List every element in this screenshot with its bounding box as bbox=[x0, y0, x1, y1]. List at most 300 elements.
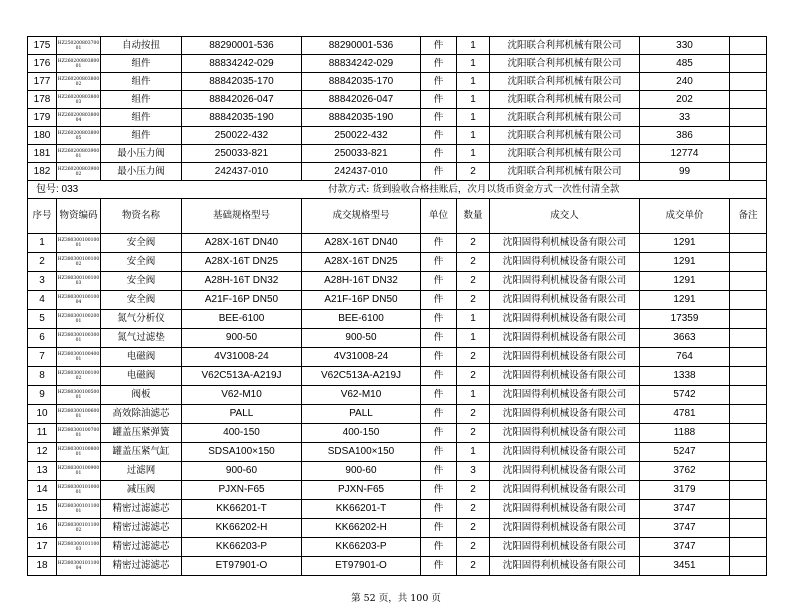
table-row bbox=[28, 481, 767, 500]
cell-note bbox=[730, 272, 767, 291]
cell-deal: A28X-16T DN25 bbox=[302, 253, 421, 272]
cell-name: 精密过滤滤芯 bbox=[101, 500, 182, 519]
cell-code: HZ38030010010001 bbox=[57, 234, 101, 253]
table-row bbox=[28, 557, 767, 576]
cell-qty: 2 bbox=[457, 272, 490, 291]
cell-base: BEE-6100 bbox=[182, 310, 302, 329]
cell-name: 组件 bbox=[101, 73, 182, 91]
procurement-sheet bbox=[27, 36, 766, 576]
cell-price: 1291 bbox=[640, 291, 730, 310]
cell-vendor: 沈阳固得利机械设备有限公司 bbox=[490, 405, 640, 424]
cell-seq: 13 bbox=[28, 462, 57, 481]
cell-deal: SDSA100×150 bbox=[302, 443, 421, 462]
cell-name: 安全阀 bbox=[101, 272, 182, 291]
cell-base: PALL bbox=[182, 405, 302, 424]
cell-price: 3663 bbox=[640, 329, 730, 348]
cell-deal: KK66201-T bbox=[302, 500, 421, 519]
cell-vendor: 沈阳联合利邦机械有限公司 bbox=[490, 37, 640, 55]
cell-seq: 1 bbox=[28, 234, 57, 253]
cell-name: 高效除油滤芯 bbox=[101, 405, 182, 424]
table-row bbox=[28, 348, 767, 367]
cell-vendor: 沈阳固得利机械设备有限公司 bbox=[490, 481, 640, 500]
cell-base: ET97901-O bbox=[182, 557, 302, 576]
cell-code: HZ38030010090001 bbox=[57, 462, 101, 481]
cell-qty: 1 bbox=[457, 386, 490, 405]
cell-base: 88842035-170 bbox=[182, 73, 302, 91]
cell-unit: 件 bbox=[421, 234, 457, 253]
cell-base: 4V31008-24 bbox=[182, 348, 302, 367]
cell-price: 3747 bbox=[640, 538, 730, 557]
cell-qty: 2 bbox=[457, 253, 490, 272]
cell-vendor: 沈阳联合利邦机械有限公司 bbox=[490, 73, 640, 91]
cell-name: 氮气过滤垫 bbox=[101, 329, 182, 348]
cell-note bbox=[730, 310, 767, 329]
header-qty: 数量 bbox=[457, 199, 490, 234]
cell-base: 88842035-190 bbox=[182, 109, 302, 127]
cell-deal: A21F-16P DN50 bbox=[302, 291, 421, 310]
cell-unit: 件 bbox=[421, 163, 457, 181]
cell-unit: 件 bbox=[421, 386, 457, 405]
cell-vendor: 沈阳固得利机械设备有限公司 bbox=[490, 424, 640, 443]
cell-price: 330 bbox=[640, 37, 730, 55]
cell-name: 减压阀 bbox=[101, 481, 182, 500]
cell-code: HZ38030010100001 bbox=[57, 481, 101, 500]
cell-seq: 18 bbox=[28, 557, 57, 576]
table-row bbox=[28, 253, 767, 272]
cell-qty: 2 bbox=[457, 424, 490, 443]
cell-qty: 2 bbox=[457, 519, 490, 538]
table-row bbox=[28, 462, 767, 481]
cell-name: 组件 bbox=[101, 91, 182, 109]
cell-code: HZ38030010010002 bbox=[57, 253, 101, 272]
cell-unit: 件 bbox=[421, 462, 457, 481]
cell-deal: KK66202-H bbox=[302, 519, 421, 538]
cell-price: 764 bbox=[640, 348, 730, 367]
table-row bbox=[28, 310, 767, 329]
cell-base: A28X-16T DN25 bbox=[182, 253, 302, 272]
cell-code: HZ38030010110001 bbox=[57, 500, 101, 519]
cell-unit: 件 bbox=[421, 37, 457, 55]
header-deal-spec: 成交规格型号 bbox=[302, 199, 421, 234]
cell-code: HZ38030010060001 bbox=[57, 405, 101, 424]
cell-note bbox=[730, 386, 767, 405]
cell-deal: PALL bbox=[302, 405, 421, 424]
table-row bbox=[28, 145, 767, 163]
cell-name: 最小压力阀 bbox=[101, 163, 182, 181]
cell-unit: 件 bbox=[421, 55, 457, 73]
cell-qty: 1 bbox=[457, 109, 490, 127]
table-row bbox=[28, 538, 767, 557]
table-row bbox=[28, 329, 767, 348]
cell-name: 组件 bbox=[101, 109, 182, 127]
cell-seq: 181 bbox=[28, 145, 57, 163]
cell-price: 1291 bbox=[640, 253, 730, 272]
cell-name: 精密过滤滤芯 bbox=[101, 519, 182, 538]
cell-name: 电磁阀 bbox=[101, 348, 182, 367]
cell-price: 12774 bbox=[640, 145, 730, 163]
cell-base: 88834242-029 bbox=[182, 55, 302, 73]
cell-unit: 件 bbox=[421, 405, 457, 424]
header-vendor: 成交人 bbox=[490, 199, 640, 234]
cell-seq: 2 bbox=[28, 253, 57, 272]
cell-code: HZ38030010030001 bbox=[57, 329, 101, 348]
cell-unit: 件 bbox=[421, 481, 457, 500]
cell-name: 安全阀 bbox=[101, 253, 182, 272]
cell-code: HZ38030010110002 bbox=[57, 519, 101, 538]
cell-qty: 1 bbox=[457, 145, 490, 163]
cell-base: KK66202-H bbox=[182, 519, 302, 538]
cell-code: HZ38030010020001 bbox=[57, 310, 101, 329]
cell-code: HZ26020080380002 bbox=[57, 73, 101, 91]
cell-vendor: 沈阳固得利机械设备有限公司 bbox=[490, 272, 640, 291]
cell-seq: 5 bbox=[28, 310, 57, 329]
cell-deal: 900-50 bbox=[302, 329, 421, 348]
cell-base: A28H-16T DN32 bbox=[182, 272, 302, 291]
cell-unit: 件 bbox=[421, 367, 457, 386]
cell-code: HZ38030010110003 bbox=[57, 538, 101, 557]
cell-seq: 3 bbox=[28, 272, 57, 291]
header-seq: 序号 bbox=[28, 199, 57, 234]
cell-deal: 400-150 bbox=[302, 424, 421, 443]
cell-deal: BEE-6100 bbox=[302, 310, 421, 329]
cell-base: A21F-16P DN50 bbox=[182, 291, 302, 310]
cell-unit: 件 bbox=[421, 538, 457, 557]
cell-code: HZ26020080390001 bbox=[57, 145, 101, 163]
cell-note bbox=[730, 462, 767, 481]
cell-qty: 2 bbox=[457, 500, 490, 519]
cell-price: 3747 bbox=[640, 500, 730, 519]
cell-deal: ET97901-O bbox=[302, 557, 421, 576]
cell-qty: 2 bbox=[457, 557, 490, 576]
cell-vendor: 沈阳联合利邦机械有限公司 bbox=[490, 127, 640, 145]
header-note: 备注 bbox=[730, 199, 767, 234]
cell-price: 99 bbox=[640, 163, 730, 181]
cell-unit: 件 bbox=[421, 443, 457, 462]
cell-base: KK66201-T bbox=[182, 500, 302, 519]
cell-name: 罐盖压紧气缸 bbox=[101, 443, 182, 462]
cell-price: 17359 bbox=[640, 310, 730, 329]
cell-vendor: 沈阳联合利邦机械有限公司 bbox=[490, 91, 640, 109]
cell-name: 自动按扭 bbox=[101, 37, 182, 55]
table-row bbox=[28, 127, 767, 145]
cell-name: 精密过滤滤芯 bbox=[101, 557, 182, 576]
cell-deal: A28X-16T DN40 bbox=[302, 234, 421, 253]
cell-name: 电磁阀 bbox=[101, 367, 182, 386]
cell-deal: A28H-16T DN32 bbox=[302, 272, 421, 291]
cell-vendor: 沈阳固得利机械设备有限公司 bbox=[490, 557, 640, 576]
cell-note bbox=[730, 253, 767, 272]
table-row bbox=[28, 37, 767, 55]
cell-note bbox=[730, 163, 767, 181]
cell-unit: 件 bbox=[421, 424, 457, 443]
cell-qty: 1 bbox=[457, 91, 490, 109]
cell-vendor: 沈阳联合利邦机械有限公司 bbox=[490, 163, 640, 181]
cell-vendor: 沈阳固得利机械设备有限公司 bbox=[490, 538, 640, 557]
cell-seq: 182 bbox=[28, 163, 57, 181]
cell-note bbox=[730, 424, 767, 443]
cell-base: A28X-16T DN40 bbox=[182, 234, 302, 253]
header-unit: 单位 bbox=[421, 199, 457, 234]
cell-seq: 178 bbox=[28, 91, 57, 109]
cell-deal: 4V31008-24 bbox=[302, 348, 421, 367]
cell-code: HZ38030010080001 bbox=[57, 443, 101, 462]
cell-name: 安全阀 bbox=[101, 291, 182, 310]
cell-vendor: 沈阳固得利机械设备有限公司 bbox=[490, 367, 640, 386]
cell-vendor: 沈阳固得利机械设备有限公司 bbox=[490, 348, 640, 367]
cell-base: 900-60 bbox=[182, 462, 302, 481]
cell-price: 4781 bbox=[640, 405, 730, 424]
cell-price: 3179 bbox=[640, 481, 730, 500]
cell-note bbox=[730, 481, 767, 500]
cell-note bbox=[730, 538, 767, 557]
cell-vendor: 沈阳联合利邦机械有限公司 bbox=[490, 55, 640, 73]
cell-unit: 件 bbox=[421, 109, 457, 127]
cell-base: 250033-821 bbox=[182, 145, 302, 163]
cell-vendor: 沈阳固得利机械设备有限公司 bbox=[490, 462, 640, 481]
cell-unit: 件 bbox=[421, 310, 457, 329]
cell-note bbox=[730, 55, 767, 73]
cell-seq: 12 bbox=[28, 443, 57, 462]
cell-seq: 15 bbox=[28, 500, 57, 519]
cell-note bbox=[730, 145, 767, 163]
cell-deal: V62-M10 bbox=[302, 386, 421, 405]
cell-price: 240 bbox=[640, 73, 730, 91]
cell-qty: 1 bbox=[457, 329, 490, 348]
cell-base: V62C513A-A219J bbox=[182, 367, 302, 386]
cell-note bbox=[730, 443, 767, 462]
cell-code: HZ26020080380005 bbox=[57, 127, 101, 145]
table-row bbox=[28, 405, 767, 424]
table-row bbox=[28, 272, 767, 291]
page-footer: 第 52 页，共 100 页 bbox=[351, 593, 441, 604]
cell-vendor: 沈阳固得利机械设备有限公司 bbox=[490, 443, 640, 462]
cell-base: V62-M10 bbox=[182, 386, 302, 405]
cell-note bbox=[730, 234, 767, 253]
cell-seq: 175 bbox=[28, 37, 57, 55]
cell-qty: 2 bbox=[457, 234, 490, 253]
package-row bbox=[28, 181, 767, 199]
cell-code: HZ38030010050001 bbox=[57, 386, 101, 405]
cell-code: HZ38030010110004 bbox=[57, 557, 101, 576]
cell-price: 386 bbox=[640, 127, 730, 145]
cell-base: 900-50 bbox=[182, 329, 302, 348]
cell-vendor: 沈阳固得利机械设备有限公司 bbox=[490, 329, 640, 348]
cell-vendor: 沈阳联合利邦机械有限公司 bbox=[490, 145, 640, 163]
table-row bbox=[28, 500, 767, 519]
cell-price: 33 bbox=[640, 109, 730, 127]
cell-qty: 1 bbox=[457, 37, 490, 55]
cell-qty: 1 bbox=[457, 443, 490, 462]
cell-seq: 8 bbox=[28, 367, 57, 386]
cell-name: 精密过滤滤芯 bbox=[101, 538, 182, 557]
cell-note bbox=[730, 37, 767, 55]
cell-seq: 176 bbox=[28, 55, 57, 73]
cell-vendor: 沈阳固得利机械设备有限公司 bbox=[490, 519, 640, 538]
cell-vendor: 沈阳联合利邦机械有限公司 bbox=[490, 109, 640, 127]
cell-vendor: 沈阳固得利机械设备有限公司 bbox=[490, 386, 640, 405]
cell-seq: 6 bbox=[28, 329, 57, 348]
cell-deal: 88290001-536 bbox=[302, 37, 421, 55]
cell-seq: 16 bbox=[28, 519, 57, 538]
cell-unit: 件 bbox=[421, 519, 457, 538]
cell-code: HZ38030010040001 bbox=[57, 348, 101, 367]
cell-name: 最小压力阀 bbox=[101, 145, 182, 163]
cell-deal: 900-60 bbox=[302, 462, 421, 481]
cell-seq: 17 bbox=[28, 538, 57, 557]
header-base-spec: 基础规格型号 bbox=[182, 199, 302, 234]
cell-code: HZ38030010010003 bbox=[57, 272, 101, 291]
cell-base: SDSA100×150 bbox=[182, 443, 302, 462]
cell-price: 1338 bbox=[640, 367, 730, 386]
header-price: 成交单价 bbox=[640, 199, 730, 234]
table-row bbox=[28, 386, 767, 405]
cell-price: 3762 bbox=[640, 462, 730, 481]
cell-note bbox=[730, 348, 767, 367]
table-row bbox=[28, 91, 767, 109]
cell-unit: 件 bbox=[421, 557, 457, 576]
cell-unit: 件 bbox=[421, 272, 457, 291]
cell-deal: 250033-821 bbox=[302, 145, 421, 163]
cell-name: 组件 bbox=[101, 55, 182, 73]
cell-seq: 7 bbox=[28, 348, 57, 367]
cell-base: 250022-432 bbox=[182, 127, 302, 145]
table-row bbox=[28, 55, 767, 73]
cell-deal: KK66203-P bbox=[302, 538, 421, 557]
table-row bbox=[28, 163, 767, 181]
cell-note bbox=[730, 91, 767, 109]
cell-unit: 件 bbox=[421, 253, 457, 272]
cell-code: HZ38030010010004 bbox=[57, 291, 101, 310]
table-row bbox=[28, 519, 767, 538]
cell-qty: 2 bbox=[457, 538, 490, 557]
cell-vendor: 沈阳固得利机械设备有限公司 bbox=[490, 291, 640, 310]
cell-deal: 250022-432 bbox=[302, 127, 421, 145]
cell-unit: 件 bbox=[421, 145, 457, 163]
table-row bbox=[28, 234, 767, 253]
header-code: 物资编码 bbox=[57, 199, 101, 234]
cell-qty: 2 bbox=[457, 405, 490, 424]
package-number: 包号: 033 bbox=[28, 181, 182, 199]
cell-base: 88842026-047 bbox=[182, 91, 302, 109]
cell-code: HZ26020080380001 bbox=[57, 55, 101, 73]
cell-code: HZ26020080390002 bbox=[57, 163, 101, 181]
cell-unit: 件 bbox=[421, 348, 457, 367]
cell-seq: 177 bbox=[28, 73, 57, 91]
cell-name: 过滤网 bbox=[101, 462, 182, 481]
cell-note bbox=[730, 519, 767, 538]
cell-price: 485 bbox=[640, 55, 730, 73]
cell-price: 1188 bbox=[640, 424, 730, 443]
cell-unit: 件 bbox=[421, 329, 457, 348]
cell-code: HZ38030010010002 bbox=[57, 367, 101, 386]
cell-seq: 10 bbox=[28, 405, 57, 424]
cell-seq: 14 bbox=[28, 481, 57, 500]
table-row bbox=[28, 109, 767, 127]
table-row bbox=[28, 73, 767, 91]
cell-name: 阀板 bbox=[101, 386, 182, 405]
cell-price: 5742 bbox=[640, 386, 730, 405]
cell-code: HZ25020080370001 bbox=[57, 37, 101, 55]
table-row bbox=[28, 424, 767, 443]
cell-deal: 88842026-047 bbox=[302, 91, 421, 109]
cell-qty: 2 bbox=[457, 291, 490, 310]
cell-base: KK66203-P bbox=[182, 538, 302, 557]
cell-note bbox=[730, 73, 767, 91]
cell-price: 5247 bbox=[640, 443, 730, 462]
cell-price: 1291 bbox=[640, 234, 730, 253]
cell-name: 组件 bbox=[101, 127, 182, 145]
cell-qty: 2 bbox=[457, 481, 490, 500]
cell-qty: 1 bbox=[457, 127, 490, 145]
cell-seq: 179 bbox=[28, 109, 57, 127]
payment-terms: 付款方式: 货到验收合格挂账后，次月以货币资金方式一次性付清全款 bbox=[182, 181, 767, 199]
cell-name: 氮气分析仪 bbox=[101, 310, 182, 329]
cell-qty: 2 bbox=[457, 163, 490, 181]
cell-qty: 1 bbox=[457, 55, 490, 73]
cell-seq: 9 bbox=[28, 386, 57, 405]
cell-code: HZ26020080380004 bbox=[57, 109, 101, 127]
cell-deal: PJXN-F65 bbox=[302, 481, 421, 500]
cell-note bbox=[730, 367, 767, 386]
table-row bbox=[28, 443, 767, 462]
cell-unit: 件 bbox=[421, 127, 457, 145]
header-name: 物资名称 bbox=[101, 199, 182, 234]
table-row bbox=[28, 367, 767, 386]
cell-seq: 180 bbox=[28, 127, 57, 145]
cell-name: 罐盖压紧弹簧 bbox=[101, 424, 182, 443]
cell-note bbox=[730, 127, 767, 145]
cell-qty: 1 bbox=[457, 310, 490, 329]
cell-base: 88290001-536 bbox=[182, 37, 302, 55]
cell-unit: 件 bbox=[421, 91, 457, 109]
cell-vendor: 沈阳固得利机械设备有限公司 bbox=[490, 253, 640, 272]
cell-vendor: 沈阳固得利机械设备有限公司 bbox=[490, 310, 640, 329]
cell-price: 1291 bbox=[640, 272, 730, 291]
cell-note bbox=[730, 405, 767, 424]
cell-seq: 11 bbox=[28, 424, 57, 443]
cell-unit: 件 bbox=[421, 291, 457, 310]
cell-qty: 2 bbox=[457, 367, 490, 386]
cell-base: PJXN-F65 bbox=[182, 481, 302, 500]
cell-deal: 88842035-170 bbox=[302, 73, 421, 91]
cell-price: 202 bbox=[640, 91, 730, 109]
cell-name: 安全阀 bbox=[101, 234, 182, 253]
cell-unit: 件 bbox=[421, 500, 457, 519]
cell-base: 400-150 bbox=[182, 424, 302, 443]
procurement-table bbox=[27, 36, 767, 576]
cell-base: 242437-010 bbox=[182, 163, 302, 181]
cell-seq: 4 bbox=[28, 291, 57, 310]
cell-deal: 88842035-190 bbox=[302, 109, 421, 127]
cell-price: 3747 bbox=[640, 519, 730, 538]
cell-vendor: 沈阳固得利机械设备有限公司 bbox=[490, 500, 640, 519]
cell-note bbox=[730, 557, 767, 576]
cell-note bbox=[730, 329, 767, 348]
cell-vendor: 沈阳固得利机械设备有限公司 bbox=[490, 234, 640, 253]
cell-deal: 88834242-029 bbox=[302, 55, 421, 73]
cell-code: HZ38030010070001 bbox=[57, 424, 101, 443]
cell-unit: 件 bbox=[421, 73, 457, 91]
cell-price: 3451 bbox=[640, 557, 730, 576]
cell-note bbox=[730, 291, 767, 310]
cell-deal: 242437-010 bbox=[302, 163, 421, 181]
cell-code: HZ26020080380003 bbox=[57, 91, 101, 109]
table-header-row bbox=[28, 199, 767, 234]
cell-qty: 1 bbox=[457, 73, 490, 91]
cell-qty: 3 bbox=[457, 462, 490, 481]
cell-deal: V62C513A-A219J bbox=[302, 367, 421, 386]
cell-note bbox=[730, 109, 767, 127]
